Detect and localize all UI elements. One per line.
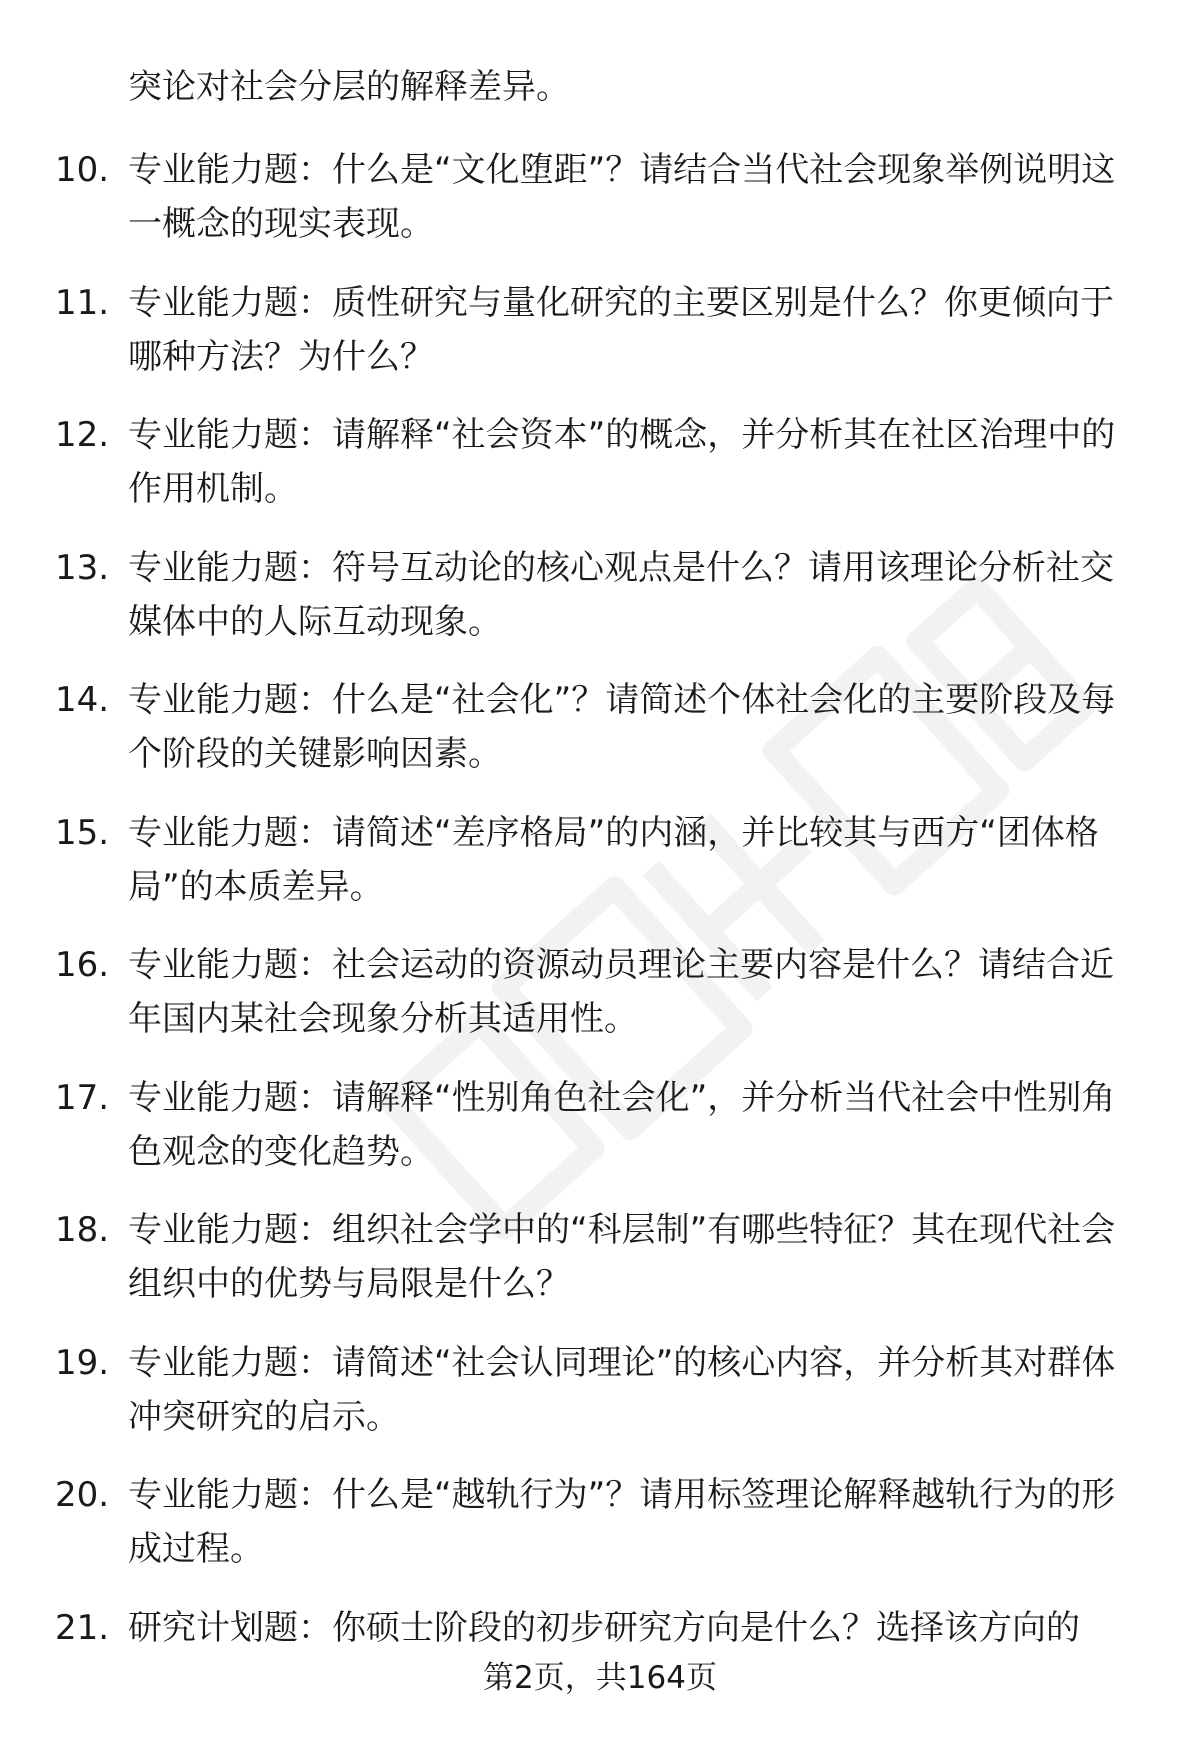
question-number: 13. (55, 547, 110, 588)
list-item (0, 1203, 1200, 1336)
list-item (0, 673, 1200, 806)
question-text: 专业能力题：请简述“差序格局”的内涵，并比较其与西方“团体格局”的本质差异。 (128, 812, 1099, 907)
question-number: 20. (55, 1475, 110, 1515)
question-number: 16. (55, 945, 110, 985)
question-text: 研究计划题：你硕士阶段的初步研究方向是什么？选择该方向的 (128, 1607, 1080, 1648)
question-number: 12. (55, 415, 110, 455)
question-text: 专业能力题：什么是“社会化”？请简述个体社会化的主要阶段及每个阶段的关键影响因素。 (128, 680, 1116, 774)
list-item (0, 806, 1200, 939)
question-text: 专业能力题：什么是“越轨行为”？请用标签理论解释越轨行为的形成过程。 (128, 1475, 1116, 1569)
page-footer: 第2页，共164页 (483, 1660, 717, 1696)
question-number: 15. (55, 812, 110, 853)
list-item (0, 1336, 1200, 1469)
question-number: 18. (55, 1210, 110, 1250)
question-number: 17. (55, 1077, 110, 1118)
question-text: 专业能力题：社会运动的资源动员理论主要内容是什么？请结合近年国内某社会现象分析其适用性。 (128, 945, 1114, 1039)
list-item (0, 408, 1200, 541)
question-text: 专业能力题：质性研究与量化研究的主要区别是什么？你更倾向于哪种方法？为什么？ (128, 282, 1114, 377)
question-list (0, 143, 1200, 1733)
question-text: 专业能力题：请简述“社会认同理论”的核心内容，并分析其对群体冲突研究的启示。 (128, 1342, 1116, 1437)
list-item (0, 1468, 1200, 1601)
list-item (0, 143, 1200, 276)
question-text: 专业能力题：请解释“性别角色社会化”，并分析当代社会中性别角色观念的变化趋势。 (128, 1077, 1116, 1172)
question-text: 专业能力题：组织社会学中的“科层制”有哪些特征？其在现代社会组织中的优势与局限是什么？ (128, 1210, 1116, 1304)
question-number: 14. (55, 680, 110, 720)
list-item (0, 276, 1200, 409)
question-text: 专业能力题：什么是“文化堕距”？请结合当代社会现象举例说明这一概念的现实表现。 (128, 150, 1116, 244)
list-item (0, 938, 1200, 1071)
question-number: 21. (55, 1607, 110, 1648)
question-text: 专业能力题：符号互动论的核心观点是什么？请用该理论分析社交媒体中的人际互动现象。 (128, 547, 1114, 642)
question-number: 11. (55, 282, 110, 323)
continued-question-text: 突论对社会分层的解释差异。 (128, 67, 570, 107)
list-item (0, 1071, 1200, 1204)
question-number: 10. (55, 150, 110, 190)
question-number: 19. (55, 1342, 110, 1383)
list-item (0, 541, 1200, 674)
question-text: 专业能力题：请解释“社会资本”的概念，并分析其在社区治理中的作用机制。 (128, 415, 1116, 509)
